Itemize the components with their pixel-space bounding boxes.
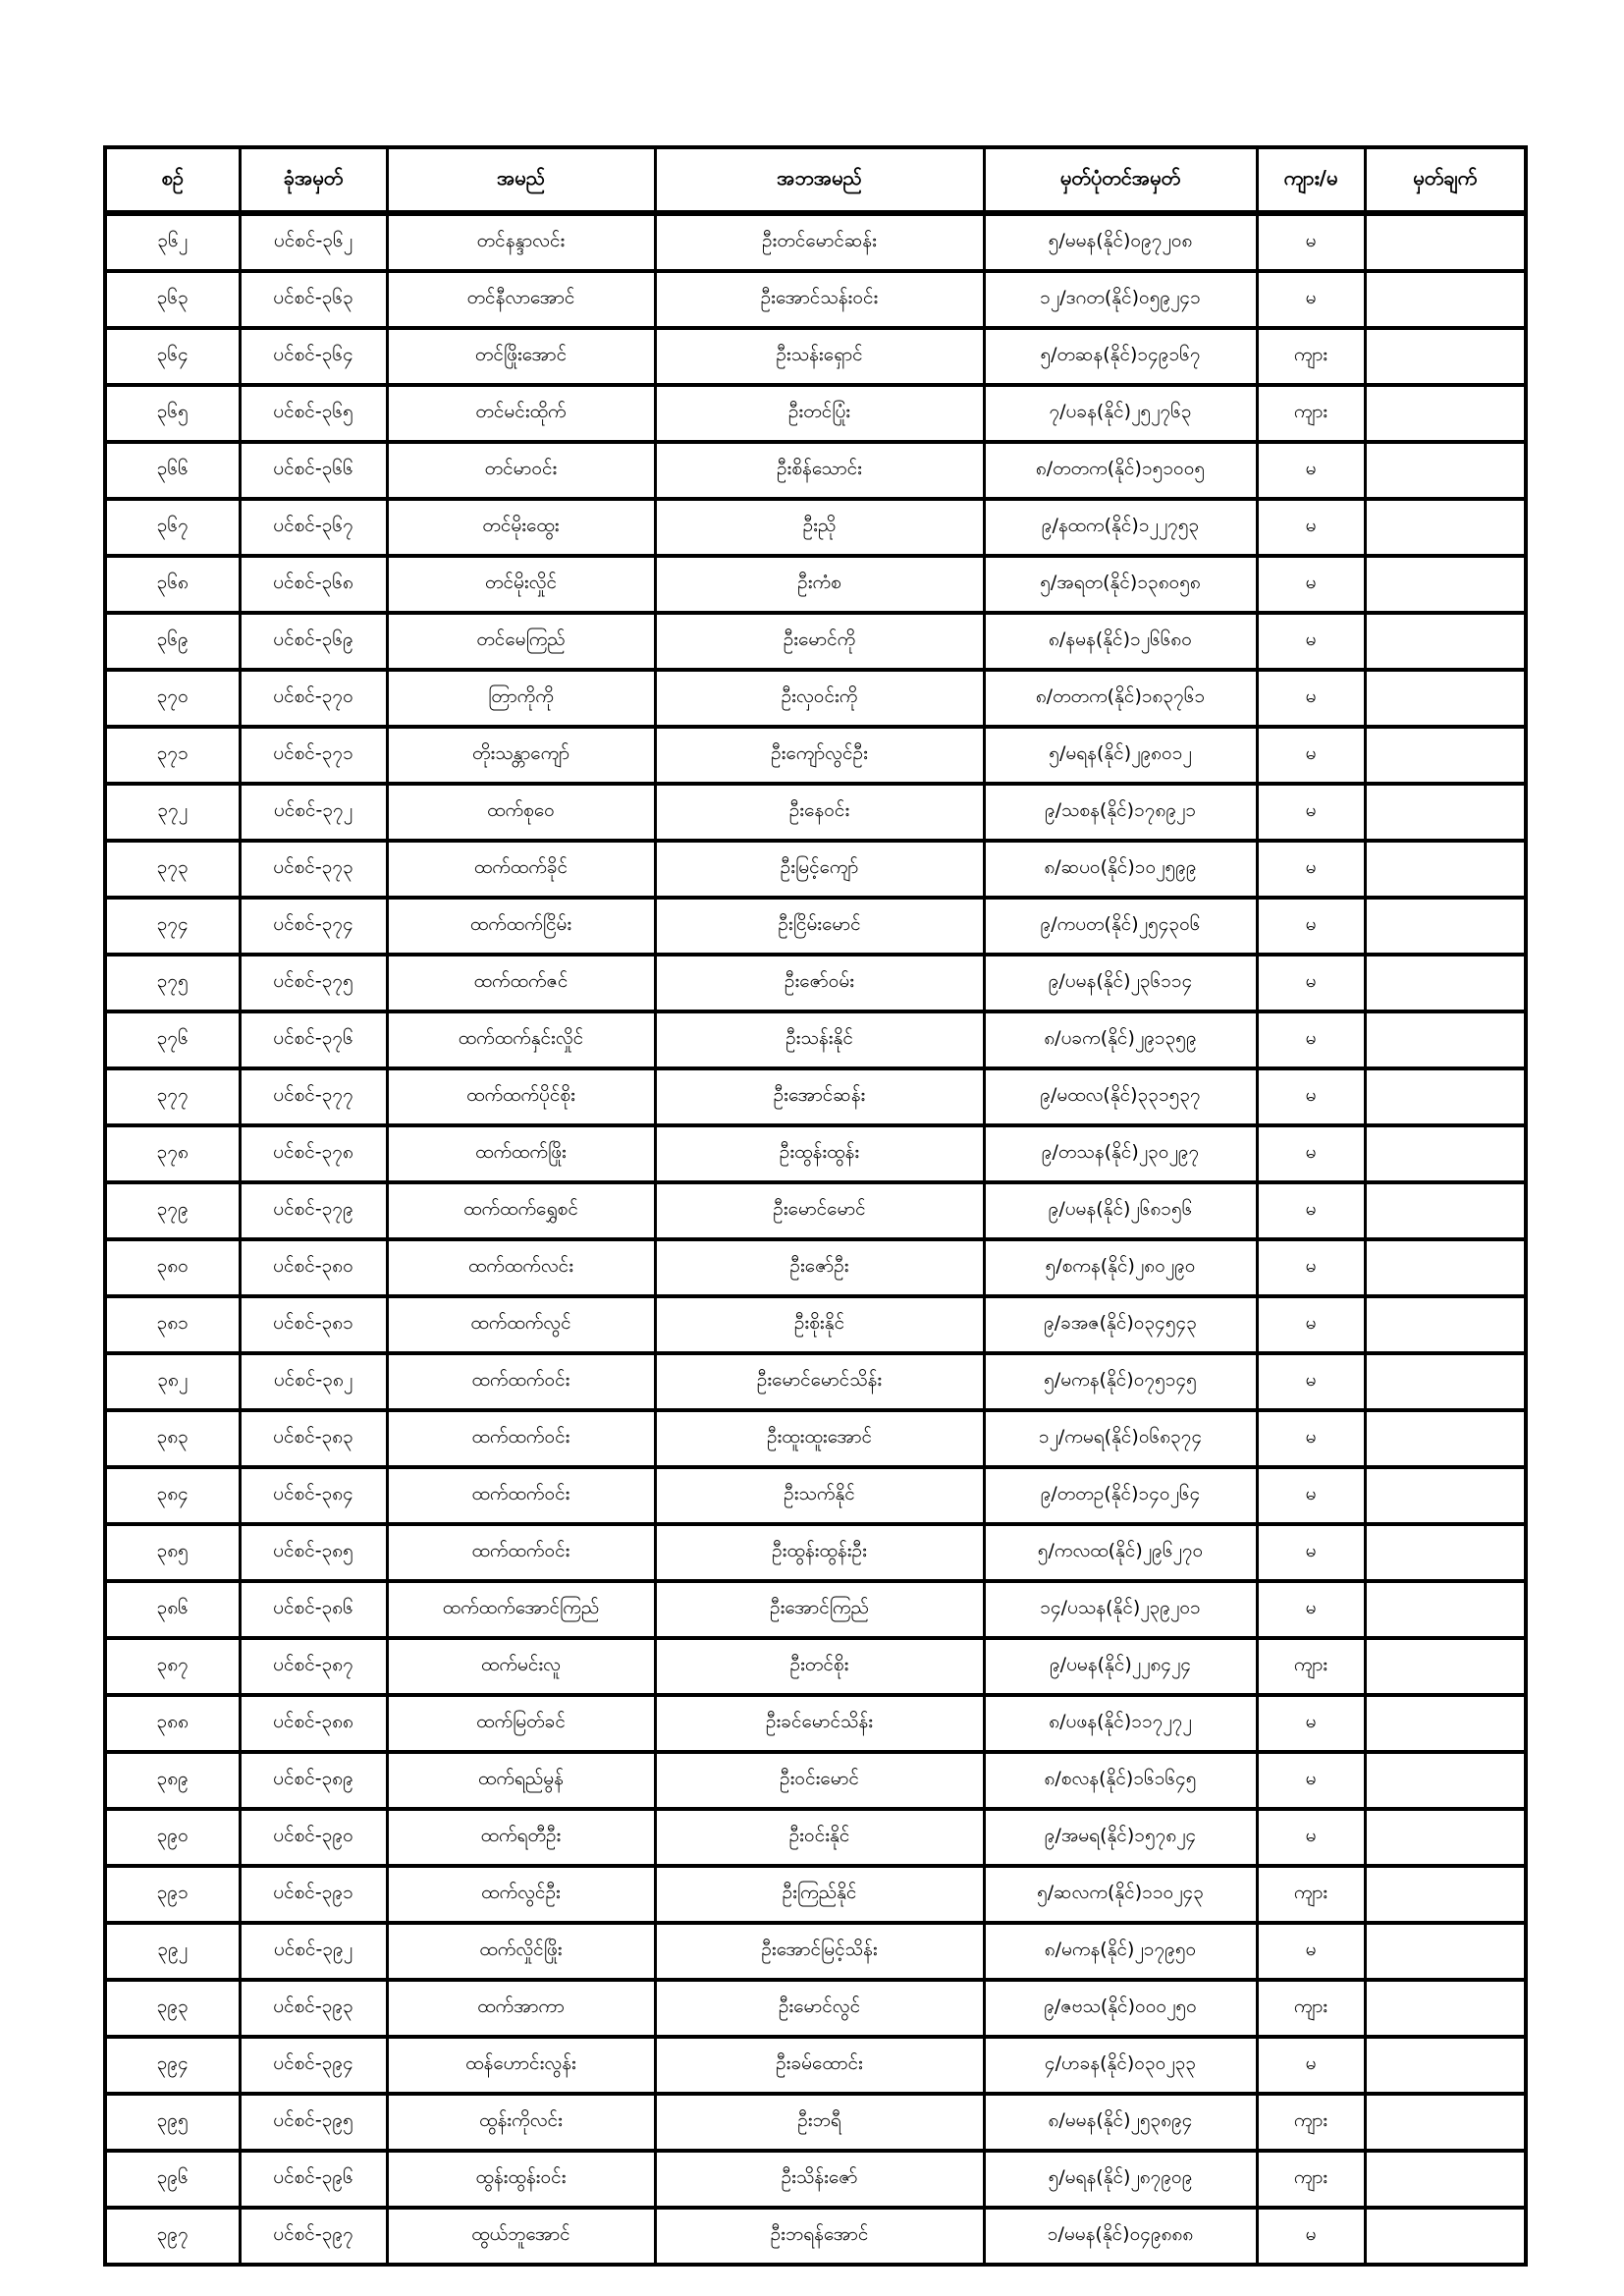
nrc-cell: ၉/ဇဗသ(နိုင်)၀၀၀၂၅၀ [984, 1980, 1257, 2037]
serial-cell: ၃၈၇ [105, 1638, 240, 1695]
serial-cell: ၃၆၅ [105, 385, 240, 442]
table-row [105, 328, 1526, 385]
remark-cell [1365, 841, 1526, 898]
remark-cell [1365, 1524, 1526, 1581]
father-name-cell: ဦးသိန်းဇော် [655, 2151, 984, 2208]
nrc-cell: ၈/မကန(နိုင်)၂၁၇၉၅၀ [984, 1923, 1257, 1980]
name-cell: ထွယ်ဘူအောင် [387, 2208, 655, 2265]
remark-cell [1365, 556, 1526, 613]
name-cell: တင်ဖြိုးအောင် [387, 328, 655, 385]
remark-cell [1365, 613, 1526, 670]
table-row [105, 1296, 1526, 1353]
roll-number-cell: ပင်စင်-၃၇၀ [240, 670, 387, 727]
father-name-cell: ဦးမောင်မောင် [655, 1182, 984, 1239]
nrc-cell: ၈/ပဖန(နိုင်)၁၁၇၂၇၂ [984, 1695, 1257, 1752]
table-row [105, 385, 1526, 442]
column-header-roll-number: ခုံအမှတ် [240, 147, 387, 213]
serial-cell: ၃၉၀ [105, 1809, 240, 1866]
table-row [105, 2208, 1526, 2265]
remark-cell [1365, 670, 1526, 727]
serial-cell: ၃၇၀ [105, 670, 240, 727]
table-row [105, 1581, 1526, 1638]
name-cell: တင်မေကြည် [387, 613, 655, 670]
roll-number-cell: ပင်စင်-၃၈၈ [240, 1695, 387, 1752]
gender-cell: မ [1257, 1125, 1365, 1182]
table-row [105, 1695, 1526, 1752]
roll-number-cell: ပင်စင်-၃၈၂ [240, 1353, 387, 1410]
roll-number-cell: ပင်စင်-၃၇၅ [240, 955, 387, 1011]
remark-cell [1365, 1410, 1526, 1467]
remark-cell [1365, 1182, 1526, 1239]
serial-cell: ၃၉၁ [105, 1866, 240, 1923]
father-name-cell: ဦးထူးထူးအောင် [655, 1410, 984, 1467]
remark-cell [1365, 898, 1526, 955]
roll-number-cell: ပင်စင်-၃၉၃ [240, 1980, 387, 2037]
table-row [105, 1809, 1526, 1866]
table-row [105, 1011, 1526, 1068]
roll-number-cell: ပင်စင်-၃၉၆ [240, 2151, 387, 2208]
name-cell: ထက်ထက်ပိုင်စိုး [387, 1068, 655, 1125]
remark-cell [1365, 1695, 1526, 1752]
roll-number-cell: ပင်စင်-၃၉၄ [240, 2037, 387, 2094]
roll-number-cell: ပင်စင်-၃၈၃ [240, 1410, 387, 1467]
roll-number-cell: ပင်စင်-၃၇၃ [240, 841, 387, 898]
gender-cell: မ [1257, 1752, 1365, 1809]
gender-cell: မ [1257, 1296, 1365, 1353]
father-name-cell: ဦးတင်မောင်ဆန်း [655, 213, 984, 271]
nrc-cell: ၄/ဟခန(နိုင်)၀၃၀၂၃၃ [984, 2037, 1257, 2094]
name-cell: တင်မိုးထွေး [387, 499, 655, 556]
table-row [105, 1239, 1526, 1296]
name-cell: ထက်ထက်ဖြိုး [387, 1125, 655, 1182]
roll-number-cell: ပင်စင်-၃၈၄ [240, 1467, 387, 1524]
table-row [105, 955, 1526, 1011]
remark-cell [1365, 1638, 1526, 1695]
serial-cell: ၃၇၃ [105, 841, 240, 898]
name-cell: တင်နန္ဒာလင်း [387, 213, 655, 271]
nrc-cell: ၅/မမန(နိုင်)၀၉၇၂၀၈ [984, 213, 1257, 271]
nrc-cell: ၉/မထလ(နိုင်)၃၃၁၅၃၇ [984, 1068, 1257, 1125]
column-header-remark: မှတ်ချက် [1365, 147, 1526, 213]
roll-number-cell: ပင်စင်-၃၉၁ [240, 1866, 387, 1923]
nrc-cell: ၁/မမန(နိုင်)၀၄၉၈၈၈ [984, 2208, 1257, 2265]
nrc-cell: ၉/ခအဇ(နိုင်)၀၃၄၅၄၃ [984, 1296, 1257, 1353]
serial-cell: ၃၇၄ [105, 898, 240, 955]
table-row [105, 613, 1526, 670]
name-cell: ထက်ရတီဦး [387, 1809, 655, 1866]
father-name-cell: ဦးအောင်ကြည် [655, 1581, 984, 1638]
father-name-cell: ဦးညို [655, 499, 984, 556]
pension-roster-table [103, 145, 1528, 2267]
gender-cell: မ [1257, 1581, 1365, 1638]
table-row [105, 442, 1526, 499]
nrc-cell: ၅/မကန(နိုင်)၀၇၅၁၄၅ [984, 1353, 1257, 1410]
serial-cell: ၃၉၂ [105, 1923, 240, 1980]
roll-number-cell: ပင်စင်-၃၆၅ [240, 385, 387, 442]
father-name-cell: ဦးကျော်လွင်ဦး [655, 727, 984, 784]
gender-cell: ကျား [1257, 2151, 1365, 2208]
remark-cell [1365, 2208, 1526, 2265]
father-name-cell: ဦးဘရီ [655, 2094, 984, 2151]
serial-cell: ၃၈၉ [105, 1752, 240, 1809]
table-row [105, 1752, 1526, 1809]
father-name-cell: ဦးဇော်ဦး [655, 1239, 984, 1296]
roll-number-cell: ပင်စင်-၃၈၆ [240, 1581, 387, 1638]
table-header [105, 147, 1526, 213]
gender-cell: မ [1257, 499, 1365, 556]
name-cell: ထက်လွင်ဦး [387, 1866, 655, 1923]
roll-number-cell: ပင်စင်-၃၈၁ [240, 1296, 387, 1353]
gender-cell: မ [1257, 1239, 1365, 1296]
gender-cell: ကျား [1257, 1638, 1365, 1695]
serial-cell: ၃၆၇ [105, 499, 240, 556]
remark-cell [1365, 2151, 1526, 2208]
roll-number-cell: ပင်စင်-၃၇၆ [240, 1011, 387, 1068]
nrc-cell: ၈/မမန(နိုင်)၂၅၃၈၉၄ [984, 2094, 1257, 2151]
nrc-cell: ၉/ပမန(နိုင်)၂၃၆၁၁၄ [984, 955, 1257, 1011]
remark-cell [1365, 2094, 1526, 2151]
name-cell: ထက်ထက်လင်း [387, 1239, 655, 1296]
gender-cell: မ [1257, 1809, 1365, 1866]
serial-cell: ၃၆၄ [105, 328, 240, 385]
table-row [105, 271, 1526, 328]
father-name-cell: ဦးခမ်ထောင်း [655, 2037, 984, 2094]
remark-cell [1365, 499, 1526, 556]
name-cell: ထက်ထက်လွင် [387, 1296, 655, 1353]
serial-cell: ၃၆၂ [105, 213, 240, 271]
nrc-cell: ၁၄/ပသန(နိုင်)၂၃၉၂၀၁ [984, 1581, 1257, 1638]
father-name-cell: ဦးထွန်းထွန်း [655, 1125, 984, 1182]
serial-cell: ၃၆၈ [105, 556, 240, 613]
gender-cell: မ [1257, 613, 1365, 670]
name-cell: ထက်ထက်ဝင်း [387, 1524, 655, 1581]
serial-cell: ၃၈၀ [105, 1239, 240, 1296]
nrc-cell: ၉/ကပတ(နိုင်)၂၅၄၃၀၆ [984, 898, 1257, 955]
name-cell: ထက်ရည်မွန် [387, 1752, 655, 1809]
roll-number-cell: ပင်စင်-၃၇၂ [240, 784, 387, 841]
remark-cell [1365, 213, 1526, 271]
name-cell: တြာကိုကို [387, 670, 655, 727]
serial-cell: ၃၇၂ [105, 784, 240, 841]
name-cell: ထက်စုဝေ [387, 784, 655, 841]
roll-number-cell: ပင်စင်-၃၉၅ [240, 2094, 387, 2151]
name-cell: ထန်ဟောင်းလွန်း [387, 2037, 655, 2094]
remark-cell [1365, 1752, 1526, 1809]
gender-cell: မ [1257, 841, 1365, 898]
gender-cell: မ [1257, 1467, 1365, 1524]
table-row [105, 1923, 1526, 1980]
serial-cell: ၃၈၂ [105, 1353, 240, 1410]
nrc-cell: ၉/သစန(နိုင်)၁၇၈၉၂၁ [984, 784, 1257, 841]
table-row [105, 2151, 1526, 2208]
table-row [105, 784, 1526, 841]
remark-cell [1365, 784, 1526, 841]
serial-cell: ၃၈၁ [105, 1296, 240, 1353]
father-name-cell: ဦးလှဝင်းကို [655, 670, 984, 727]
father-name-cell: ဦးသန်းနိုင် [655, 1011, 984, 1068]
table-row [105, 2037, 1526, 2094]
gender-cell: ကျား [1257, 2094, 1365, 2151]
name-cell: ထက်ထက်အောင်ကြည် [387, 1581, 655, 1638]
gender-cell: ကျား [1257, 385, 1365, 442]
father-name-cell: ဦးစိန်သောင်း [655, 442, 984, 499]
name-cell: ထက်ထက်နှင်းလှိုင် [387, 1011, 655, 1068]
name-cell: ထက်ထက်ဝင်း [387, 1410, 655, 1467]
gender-cell: မ [1257, 955, 1365, 1011]
serial-cell: ၃၈၃ [105, 1410, 240, 1467]
column-header-father-name: အဘအမည် [655, 147, 984, 213]
table-row [105, 213, 1526, 271]
name-cell: တိုးသန္တာကျော် [387, 727, 655, 784]
nrc-cell: ၅/မရန(နိုင်)၂၉၈၀၁၂ [984, 727, 1257, 784]
name-cell: ထက်မင်းလူ [387, 1638, 655, 1695]
remark-cell [1365, 1467, 1526, 1524]
father-name-cell: ဦးအောင်သန်းဝင်း [655, 271, 984, 328]
remark-cell [1365, 1581, 1526, 1638]
serial-cell: ၃၇၁ [105, 727, 240, 784]
remark-cell [1365, 385, 1526, 442]
gender-cell: မ [1257, 898, 1365, 955]
father-name-cell: ဦးအောင်ဆန်း [655, 1068, 984, 1125]
gender-cell: ကျား [1257, 328, 1365, 385]
gender-cell: မ [1257, 1182, 1365, 1239]
name-cell: တင်နီလာအောင် [387, 271, 655, 328]
serial-cell: ၃၇၅ [105, 955, 240, 1011]
table-row [105, 1182, 1526, 1239]
gender-cell: မ [1257, 670, 1365, 727]
gender-cell: မ [1257, 442, 1365, 499]
name-cell: ထက်ထက်ဇင် [387, 955, 655, 1011]
nrc-cell: ၈/စလန(နိုင်)၁၆၁၆၄၅ [984, 1752, 1257, 1809]
gender-cell: မ [1257, 1923, 1365, 1980]
serial-cell: ၃၆၉ [105, 613, 240, 670]
roll-number-cell: ပင်စင်-၃၈၅ [240, 1524, 387, 1581]
gender-cell: မ [1257, 1524, 1365, 1581]
serial-cell: ၃၈၆ [105, 1581, 240, 1638]
table-row [105, 1467, 1526, 1524]
gender-cell: မ [1257, 213, 1365, 271]
nrc-cell: ၈/တတက(နိုင်)၁၈၃၇၆၁ [984, 670, 1257, 727]
roll-number-cell: ပင်စင်-၃၈၉ [240, 1752, 387, 1809]
column-header-gender: ကျား/မ [1257, 147, 1365, 213]
table-row [105, 670, 1526, 727]
gender-cell: မ [1257, 556, 1365, 613]
table-row [105, 1125, 1526, 1182]
father-name-cell: ဦးဘရန်အောင် [655, 2208, 984, 2265]
serial-cell: ၃၇၈ [105, 1125, 240, 1182]
nrc-cell: ၉/တတဥ(နိုင်)၁၄၀၂၆၄ [984, 1467, 1257, 1524]
remark-cell [1365, 1296, 1526, 1353]
name-cell: ထွန်းကိုလင်း [387, 2094, 655, 2151]
father-name-cell: ဦးအောင်မြင့်သိန်း [655, 1923, 984, 1980]
name-cell: ထက်ထက်ဝင်း [387, 1467, 655, 1524]
nrc-cell: ၈/နမန(နိုင်)၁၂၆၆၈၀ [984, 613, 1257, 670]
remark-cell [1365, 1809, 1526, 1866]
remark-cell [1365, 1011, 1526, 1068]
table-row [105, 556, 1526, 613]
roll-number-cell: ပင်စင်-၃၇၈ [240, 1125, 387, 1182]
gender-cell: မ [1257, 784, 1365, 841]
father-name-cell: ဦးမောင်မောင်သိန်း [655, 1353, 984, 1410]
table-row [105, 841, 1526, 898]
nrc-cell: ၅/တဆန(နိုင်)၁၄၉၁၆၇ [984, 328, 1257, 385]
column-header-name: အမည် [387, 147, 655, 213]
roll-number-cell: ပင်စင်-၃၇၄ [240, 898, 387, 955]
father-name-cell: ဦးတင်ပြုံး [655, 385, 984, 442]
nrc-cell: ၇/ပခန(နိုင်)၂၅၂၇၆၃ [984, 385, 1257, 442]
nrc-cell: ၁၂/ဒဂတ(နိုင်)၀၅၉၂၄၁ [984, 271, 1257, 328]
gender-cell: မ [1257, 1353, 1365, 1410]
remark-cell [1365, 1866, 1526, 1923]
table-row [105, 1866, 1526, 1923]
father-name-cell: ဦးတင်စိုး [655, 1638, 984, 1695]
father-name-cell: ဦးဝင်းမောင် [655, 1752, 984, 1809]
name-cell: ထက်မြတ်ခင် [387, 1695, 655, 1752]
father-name-cell: ဦးမြင့်ကျော် [655, 841, 984, 898]
serial-cell: ၃၉၆ [105, 2151, 240, 2208]
name-cell: တင်မင်းထိုက် [387, 385, 655, 442]
roll-number-cell: ပင်စင်-၃၈၇ [240, 1638, 387, 1695]
header-row [105, 147, 1526, 213]
serial-cell: ၃၇၇ [105, 1068, 240, 1125]
table-row [105, 727, 1526, 784]
father-name-cell: ဦးစိုးနိုင် [655, 1296, 984, 1353]
serial-cell: ၃၉၃ [105, 1980, 240, 2037]
nrc-cell: ၉/နထက(နိုင်)၁၂၂၇၅၃ [984, 499, 1257, 556]
nrc-cell: ၈/ဆပဝ(နိုင်)၁၀၂၅၉၉ [984, 841, 1257, 898]
remark-cell [1365, 328, 1526, 385]
nrc-cell: ၉/ပမန(နိုင်)၂၆၈၁၅၆ [984, 1182, 1257, 1239]
serial-cell: ၃၇၉ [105, 1182, 240, 1239]
serial-cell: ၃၈၈ [105, 1695, 240, 1752]
remark-cell [1365, 955, 1526, 1011]
table-row [105, 1980, 1526, 2037]
roll-number-cell: ပင်စင်-၃၉၇ [240, 2208, 387, 2265]
father-name-cell: ဦးဇော်ဝမ်း [655, 955, 984, 1011]
roll-number-cell: ပင်စင်-၃၆၉ [240, 613, 387, 670]
serial-cell: ၃၉၅ [105, 2094, 240, 2151]
serial-cell: ၃၈၅ [105, 1524, 240, 1581]
nrc-cell: ၅/ကလထ(နိုင်)၂၉၆၂၇၀ [984, 1524, 1257, 1581]
gender-cell: ကျား [1257, 1866, 1365, 1923]
roll-number-cell: ပင်စင်-၃၉၀ [240, 1809, 387, 1866]
remark-cell [1365, 1353, 1526, 1410]
nrc-cell: ၉/အမရ(နိုင်)၁၅၇၈၂၄ [984, 1809, 1257, 1866]
remark-cell [1365, 727, 1526, 784]
father-name-cell: ဦးသန်းရှောင် [655, 328, 984, 385]
remark-cell [1365, 1980, 1526, 2037]
table-row [105, 1068, 1526, 1125]
father-name-cell: ဦးနေဝင်း [655, 784, 984, 841]
gender-cell: ကျား [1257, 1980, 1365, 2037]
name-cell: ထက်ထက်ဝင်း [387, 1353, 655, 1410]
serial-cell: ၃၇၆ [105, 1011, 240, 1068]
table-body [105, 213, 1526, 2265]
name-cell: ထွန်းထွန်းဝင်း [387, 2151, 655, 2208]
remark-cell [1365, 1923, 1526, 1980]
gender-cell: မ [1257, 1695, 1365, 1752]
serial-cell: ၃၈၄ [105, 1467, 240, 1524]
roll-number-cell: ပင်စင်-၃၉၂ [240, 1923, 387, 1980]
father-name-cell: ဦးမောင်ကို [655, 613, 984, 670]
remark-cell [1365, 1068, 1526, 1125]
remark-cell [1365, 1239, 1526, 1296]
roll-number-cell: ပင်စင်-၃၆၈ [240, 556, 387, 613]
name-cell: ထက်ထက်ခိုင် [387, 841, 655, 898]
nrc-cell: ၈/ပခက(နိုင်)၂၉၁၃၅၉ [984, 1011, 1257, 1068]
table-row [105, 1353, 1526, 1410]
roll-number-cell: ပင်စင်-၃၇၇ [240, 1068, 387, 1125]
gender-cell: မ [1257, 271, 1365, 328]
table-row [105, 898, 1526, 955]
table-row [105, 2094, 1526, 2151]
father-name-cell: ဦးကြည်နိုင် [655, 1866, 984, 1923]
serial-cell: ၃၆၆ [105, 442, 240, 499]
table-row [105, 1524, 1526, 1581]
nrc-cell: ၅/မရန(နိုင်)၂၈၇၉၀၉ [984, 2151, 1257, 2208]
table-row [105, 1638, 1526, 1695]
nrc-cell: ၅/စကန(နိုင်)၂၈၀၂၉၀ [984, 1239, 1257, 1296]
remark-cell [1365, 271, 1526, 328]
name-cell: ထက်အာကာ [387, 1980, 655, 2037]
name-cell: တင်မိုးလှိုင် [387, 556, 655, 613]
name-cell: ထက်ထက်ရွှေစင် [387, 1182, 655, 1239]
remark-cell [1365, 2037, 1526, 2094]
father-name-cell: ဦးဝင်းနိုင် [655, 1809, 984, 1866]
roll-number-cell: ပင်စင်-၃၆၇ [240, 499, 387, 556]
gender-cell: မ [1257, 1011, 1365, 1068]
father-name-cell: ဦးမောင်လွင် [655, 1980, 984, 2037]
remark-cell [1365, 1125, 1526, 1182]
roll-number-cell: ပင်စင်-၃၈၀ [240, 1239, 387, 1296]
father-name-cell: ဦးသက်နိုင် [655, 1467, 984, 1524]
nrc-cell: ၅/အရတ(နိုင်)၁၃၈၀၅၈ [984, 556, 1257, 613]
gender-cell: မ [1257, 2208, 1365, 2265]
roll-number-cell: ပင်စင်-၃၇၉ [240, 1182, 387, 1239]
nrc-cell: ၉/ပမန(နိုင်)၂၂၈၄၂၄ [984, 1638, 1257, 1695]
father-name-cell: ဦးကံစ [655, 556, 984, 613]
serial-cell: ၃၉၄ [105, 2037, 240, 2094]
nrc-cell: ၅/ဆလက(နိုင်)၁၁၀၂၄၃ [984, 1866, 1257, 1923]
table-row [105, 1410, 1526, 1467]
roll-number-cell: ပင်စင်-၃၆၄ [240, 328, 387, 385]
father-name-cell: ဦးငြိမ်းမောင် [655, 898, 984, 955]
serial-cell: ၃၉၇ [105, 2208, 240, 2265]
roll-number-cell: ပင်စင်-၃၆၃ [240, 271, 387, 328]
serial-cell: ၃၆၃ [105, 271, 240, 328]
column-header-serial: စဉ် [105, 147, 240, 213]
name-cell: တင်မာဝင်း [387, 442, 655, 499]
nrc-cell: ၁၂/ကမရ(နိုင်)၀၆၈၃၇၄ [984, 1410, 1257, 1467]
table-row [105, 499, 1526, 556]
gender-cell: မ [1257, 1410, 1365, 1467]
roll-number-cell: ပင်စင်-၃၆၆ [240, 442, 387, 499]
nrc-cell: ၈/တတက(နိုင်)၁၅၁၀၀၅ [984, 442, 1257, 499]
father-name-cell: ဦးထွန်းထွန်းဦး [655, 1524, 984, 1581]
gender-cell: မ [1257, 2037, 1365, 2094]
name-cell: ထက်ထက်ငြိမ်း [387, 898, 655, 955]
gender-cell: မ [1257, 1068, 1365, 1125]
remark-cell [1365, 442, 1526, 499]
name-cell: ထက်လှိုင်ဖြိုး [387, 1923, 655, 1980]
father-name-cell: ဦးခင်မောင်သိန်း [655, 1695, 984, 1752]
roll-number-cell: ပင်စင်-၃၆၂ [240, 213, 387, 271]
nrc-cell: ၉/တသန(နိုင်)၂၃၀၂၉၇ [984, 1125, 1257, 1182]
roll-number-cell: ပင်စင်-၃၇၁ [240, 727, 387, 784]
column-header-nrc: မှတ်ပုံတင်အမှတ် [984, 147, 1257, 213]
gender-cell: မ [1257, 727, 1365, 784]
